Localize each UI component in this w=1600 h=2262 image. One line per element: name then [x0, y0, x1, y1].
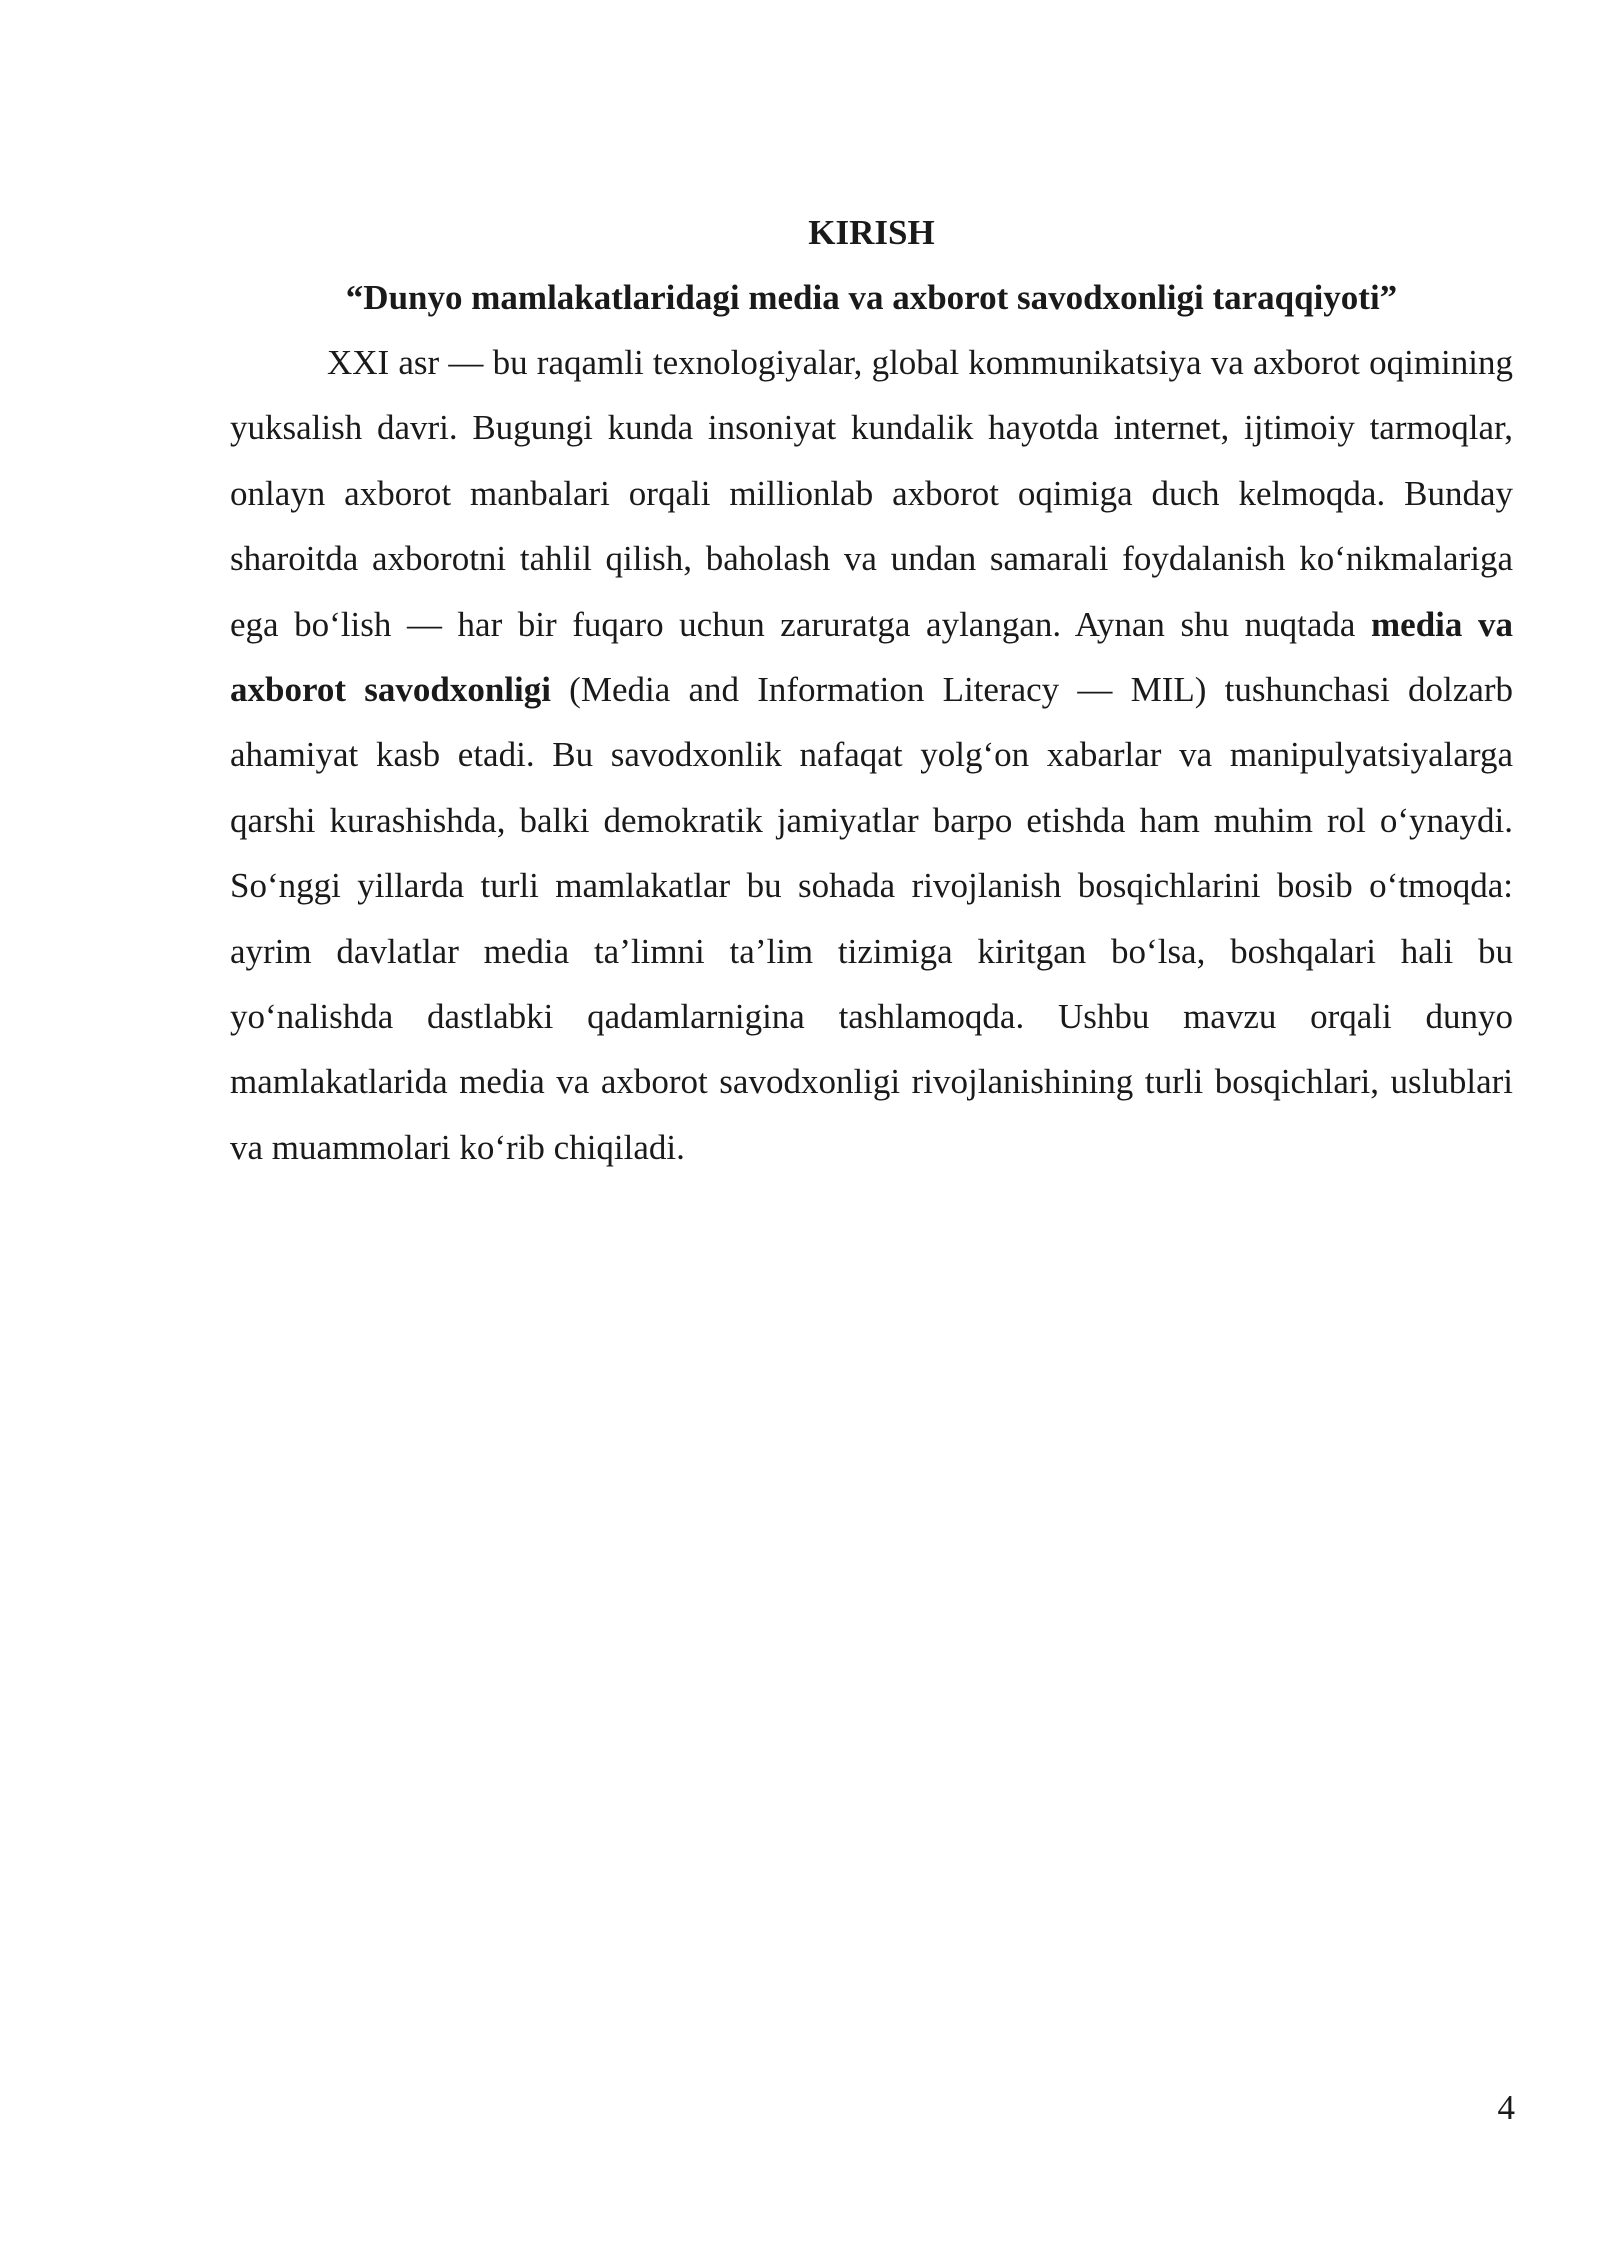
paragraph-text-end: (Media and Information Literacy — MIL) tushunchasi dolzarb ahamiyat kasb etadi. Bu savodxonlik nafaqat yolg‘on xabarlar va manipulyatsiyalarga qarshi kurashishda, balki demokratik jamiyatlar barpo etishda ham muhim rol o‘ynaydi. So‘nggi yillarda turli mamlakatlar bu sohada rivojlanish bosqichlarini bosib o‘tmoqda: ayrim davlatlar media ta’limni ta’lim tizimiga kiritgan bo‘lsa, boshqalari hali bu yo‘nalishda dastlabki qadamlarnigina tashlamoqda. Ushbu mavzu orqali dunyo mamlakatlarida media va axborot savodxonligi rivojlanishining turli bosqichlari, uslublari va muammolari ko‘rib chiqiladi. — [230, 670, 1514, 1167]
section-subtitle: “Dunyo mamlakatlaridagi media va axborot savodxonligi taraqqiyoti” — [345, 278, 1398, 317]
paragraph-text-start: XXI asr — bu raqamli texnologiyalar, global kommunikatsiya va axborot oqimining yuksalish davri. Bugungi kunda insoniyat kundalik hayotda internet, ijtimoiy tarmoqlar, onlayn axborot manbalari orqali millionlab axborot oqimiga duch kelmoqda. Bunday sharoitda axborotni tahlil qilish, baholash va undan samarali foydalanish ko‘nikmalariga ega bo‘lish — har bir fuqaro uchun zaruratga aylangan. Aynan shu nuqtada — [230, 343, 1513, 644]
section-heading: KIRISH — [808, 213, 935, 252]
page-content — [230, 200, 1513, 1180]
body-paragraph — [230, 330, 1513, 1180]
bold-term: media va axborot savodxonligi — [230, 604, 1513, 710]
page-number: 4 — [1497, 2088, 1515, 2127]
